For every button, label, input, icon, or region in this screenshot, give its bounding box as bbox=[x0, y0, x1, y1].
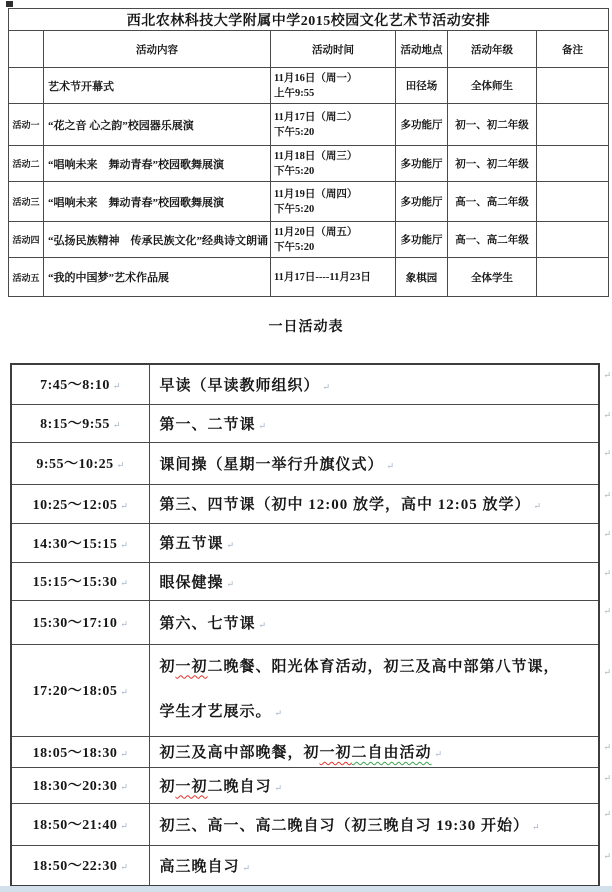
activity-text: 第三、四节课（初中 12:00 放学，高中 12:05 放学） bbox=[159, 497, 531, 513]
spellcheck-green-text: 二自由活动 bbox=[351, 745, 432, 761]
row-end-mark: ↵ bbox=[603, 447, 611, 458]
activity-place-cell: 多功能厅 bbox=[396, 182, 448, 222]
festival-row bbox=[9, 182, 609, 222]
activity-place-cell: 多功能厅 bbox=[396, 104, 448, 146]
daily-row bbox=[11, 523, 599, 562]
activity-time-cell bbox=[271, 146, 396, 182]
time-cell: 18:30～20:30 ↵ bbox=[11, 767, 149, 803]
activity-place-cell: 多功能厅 bbox=[396, 146, 448, 182]
activity-grade-cell: 初一、初二年级 bbox=[448, 146, 537, 182]
activity-content-cell: “我的中国梦”艺术作品展 bbox=[44, 258, 271, 297]
column-header: 活动地点 bbox=[396, 31, 448, 68]
festival-row bbox=[9, 68, 609, 104]
activity-cell bbox=[149, 364, 611, 404]
daily-row bbox=[11, 484, 599, 523]
activity-text: 初 bbox=[159, 778, 176, 795]
activity-cell bbox=[149, 600, 611, 644]
activity-text: 眼保健操 bbox=[159, 574, 224, 591]
paragraph-mark: ↵ bbox=[120, 821, 128, 831]
activity-text: 初三及高中部晚餐，初 bbox=[159, 745, 320, 761]
time-cell: 15:30～17:10 ↵ bbox=[11, 600, 149, 644]
festival-row bbox=[9, 146, 609, 182]
note-cell bbox=[537, 222, 609, 258]
note-cell bbox=[537, 68, 609, 104]
activity-grade-cell: 初一、初二年级 bbox=[448, 104, 537, 146]
spellcheck-red-text: 一初 bbox=[175, 658, 208, 675]
activity-content-cell: 艺术节开幕式 bbox=[44, 68, 271, 104]
time-line-2: 下午5:20 bbox=[274, 165, 315, 177]
time-cell: 14:30～15:15 ↵ bbox=[11, 523, 149, 562]
paragraph-mark: ↵ bbox=[434, 749, 443, 759]
activity-text: 第五节课 bbox=[159, 536, 224, 552]
paragraph-mark: ↵ bbox=[226, 540, 235, 550]
paragraph-mark: ↵ bbox=[533, 501, 542, 511]
activity-time-cell bbox=[271, 182, 396, 222]
activity-cell bbox=[149, 845, 611, 886]
time-line-1: 11月19日（周四） bbox=[274, 188, 358, 200]
activity-text: 第一、二节课 bbox=[159, 416, 256, 433]
time-cell: 18:50～21:40 ↵ bbox=[11, 803, 149, 845]
activity-grade-cell: 高一、高二年级 bbox=[448, 222, 537, 258]
paragraph-mark: ↵ bbox=[386, 460, 395, 471]
paragraph-mark: ↵ bbox=[226, 578, 235, 589]
daily-row bbox=[11, 736, 599, 767]
activity-content-cell: “花之音 心之韵”校园器乐展演 bbox=[44, 104, 271, 146]
paragraph-mark: ↵ bbox=[120, 619, 128, 629]
note-cell bbox=[537, 182, 609, 222]
activity-content-cell: “弘扬民族精神 传承民族文化”经典诗文朗诵 bbox=[44, 222, 271, 258]
paragraph-mark: ↵ bbox=[532, 821, 540, 832]
table-move-handle bbox=[6, 1, 13, 7]
spellcheck-red-text: 一初 bbox=[319, 745, 352, 761]
row-end-mark: ↵ bbox=[603, 370, 611, 380]
paragraph-mark: ↵ bbox=[120, 687, 128, 697]
festival-table-body bbox=[9, 9, 609, 297]
daily-row bbox=[11, 644, 599, 736]
note-cell bbox=[537, 258, 609, 297]
time-line-1: 11月17日（周二） bbox=[274, 111, 358, 123]
row-end-mark: ↵ bbox=[603, 741, 611, 752]
time-cell: 18:05～18:30 ↵ bbox=[11, 736, 149, 767]
activity-time-cell bbox=[271, 258, 396, 297]
activity-cell bbox=[149, 767, 611, 803]
activity-grade-cell: 全体学生 bbox=[448, 258, 537, 297]
activity-place-cell: 象棋园 bbox=[396, 258, 448, 297]
activity-grade-cell: 高一、高二年级 bbox=[448, 182, 537, 222]
column-header: 活动时间 bbox=[271, 31, 396, 68]
time-line-1: 11月20日（周五） bbox=[274, 226, 358, 238]
paragraph-mark: ↵ bbox=[120, 782, 128, 792]
paragraph-mark: ↵ bbox=[258, 619, 267, 630]
activity-grade-cell: 全体师生 bbox=[448, 68, 537, 104]
time-cell: 15:15～15:30 ↵ bbox=[11, 562, 149, 600]
activity-text: 初 bbox=[159, 658, 176, 675]
time-line-1: 11月18日（周三） bbox=[274, 150, 358, 162]
row-end-mark: ↵ bbox=[603, 666, 611, 677]
paragraph-mark: ↵ bbox=[120, 500, 128, 511]
daily-row bbox=[11, 767, 599, 803]
row-end-mark: ↵ bbox=[603, 489, 611, 500]
daily-row bbox=[11, 803, 599, 845]
paragraph-mark: ↵ bbox=[120, 862, 128, 873]
activity-place-cell: 多功能厅 bbox=[396, 222, 448, 258]
activity-time-cell bbox=[271, 68, 396, 104]
activity-cell bbox=[149, 736, 611, 767]
time-cell: 10:25～12:05 ↵ bbox=[11, 484, 149, 523]
activity-place-cell: 田径场 bbox=[396, 68, 448, 104]
time-line-1: 11月17日----11月23日 bbox=[274, 271, 371, 283]
paragraph-mark: ↵ bbox=[112, 381, 121, 392]
activity-text: 高三晚自习 bbox=[159, 858, 240, 875]
activity-time-cell bbox=[271, 104, 396, 146]
row-end-mark: ↵ bbox=[603, 605, 611, 616]
activity-cell bbox=[149, 644, 611, 736]
daily-row bbox=[11, 442, 599, 484]
row-end-mark: ↵ bbox=[603, 409, 611, 420]
column-header: 备注 bbox=[537, 31, 609, 68]
time-line-2: 下午5:20 bbox=[274, 126, 315, 138]
paragraph-mark: ↵ bbox=[322, 381, 331, 392]
activity-cell bbox=[149, 523, 611, 562]
row-end-mark: ↵ bbox=[603, 528, 611, 539]
paragraph-mark: ↵ bbox=[112, 420, 121, 430]
paragraph-mark: ↵ bbox=[242, 862, 251, 873]
activity-label-cell: 活动二 bbox=[9, 146, 44, 182]
festival-header-row bbox=[9, 31, 609, 68]
paragraph-mark: ↵ bbox=[116, 460, 125, 470]
activity-text: 课间操（星期一举行升旗仪式） bbox=[159, 456, 384, 473]
activity-content-cell: “唱响未来 舞动青春”校园歌舞展演 bbox=[44, 146, 271, 182]
paragraph-mark: ↵ bbox=[120, 539, 128, 550]
activity-cell bbox=[149, 484, 611, 523]
festival-row bbox=[9, 222, 609, 258]
paragraph-mark: ↵ bbox=[120, 748, 128, 759]
note-cell bbox=[537, 146, 609, 182]
column-header: 活动内容 bbox=[44, 31, 271, 68]
activity-text: 第六、七节课 bbox=[159, 615, 256, 632]
column-header: 活动年级 bbox=[448, 31, 537, 68]
festival-row bbox=[9, 104, 609, 146]
activity-cell bbox=[149, 803, 611, 845]
activity-text: 二晚自习 bbox=[207, 778, 272, 795]
daily-table-body bbox=[11, 364, 611, 886]
festival-title-row bbox=[9, 9, 609, 31]
column-header bbox=[9, 31, 44, 68]
activity-label-cell: 活动五 bbox=[9, 258, 44, 297]
activity-label-cell: 活动三 bbox=[9, 182, 44, 222]
activity-text: 初三、高一、高二晚自习（初三晚自习 19:30 开始） bbox=[159, 817, 529, 834]
row-end-mark: ↵ bbox=[603, 772, 611, 783]
activity-label-cell: 活动一 bbox=[9, 104, 44, 146]
festival-schedule-table bbox=[8, 8, 609, 297]
spellcheck-red-text: 一初 bbox=[175, 778, 208, 795]
time-cell: 9:55～10:25 ↵ bbox=[11, 442, 149, 484]
time-cell: 18:50～22:30 ↵ bbox=[11, 845, 149, 886]
time-cell: 17:20～18:05 ↵ bbox=[11, 644, 149, 736]
row-end-mark: ↵ bbox=[603, 850, 611, 861]
paragraph-mark: ↵ bbox=[274, 782, 283, 793]
activity-cell bbox=[149, 442, 611, 484]
festival-title: 西北农林科技大学附属中学2015校园文化艺术节活动安排 bbox=[9, 9, 609, 31]
row-end-mark: ↵ bbox=[603, 567, 611, 578]
daily-schedule-table bbox=[10, 363, 611, 887]
activity-text: 学生才艺展示。 bbox=[159, 703, 272, 720]
time-line-1: 11月16日（周一） bbox=[274, 72, 358, 84]
activity-text: 二晚餐、阳光体育活动，初三及高中部第八节课， bbox=[207, 658, 560, 675]
activity-cell bbox=[149, 404, 611, 442]
time-line-2: 上午9:55 bbox=[274, 87, 315, 99]
paragraph-mark: ↵ bbox=[120, 578, 128, 588]
daily-row bbox=[11, 404, 599, 442]
daily-row bbox=[11, 600, 599, 644]
paragraph-mark: ↵ bbox=[258, 420, 267, 431]
time-line-2: 下午5:20 bbox=[274, 203, 315, 215]
activity-label-cell: 活动四 bbox=[9, 222, 44, 258]
activity-content-cell: “唱响未来 舞动青春”校园歌舞展演 bbox=[44, 182, 271, 222]
activity-cell bbox=[149, 562, 611, 600]
daily-schedule-title: 一日活动表 bbox=[268, 320, 344, 335]
time-line-2: 下午5:20 bbox=[274, 241, 315, 253]
daily-row bbox=[11, 562, 599, 600]
activity-text: 早读（早读教师组织） bbox=[159, 377, 320, 394]
daily-row bbox=[11, 845, 599, 886]
row-end-mark: ↵ bbox=[603, 808, 611, 819]
note-cell bbox=[537, 104, 609, 146]
activity-time-cell bbox=[271, 222, 396, 258]
activity-label-cell bbox=[9, 68, 44, 104]
festival-row bbox=[9, 258, 609, 297]
time-cell: 7:45～8:10 ↵ bbox=[11, 364, 149, 404]
daily-row bbox=[11, 364, 599, 404]
paragraph-mark: ↵ bbox=[274, 707, 283, 718]
time-cell: 8:15～9:55 ↵ bbox=[11, 404, 149, 442]
page-bottom-edge bbox=[0, 886, 612, 892]
